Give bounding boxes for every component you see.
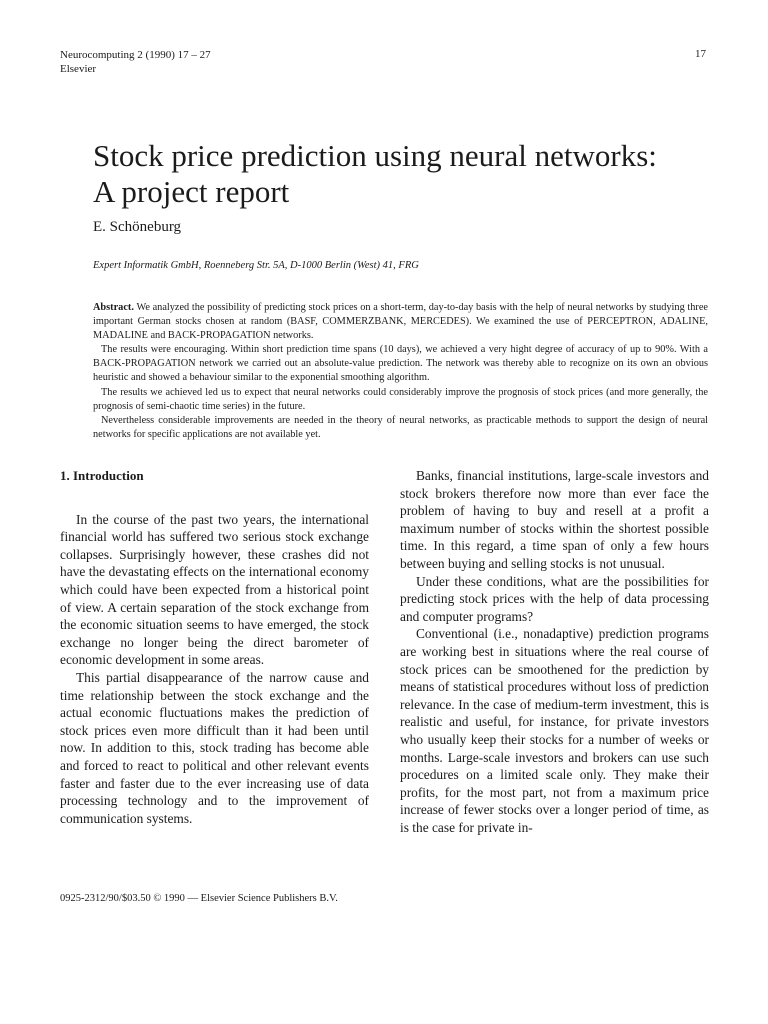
publisher-name: Elsevier [60, 63, 97, 75]
body-paragraph: Under these conditions, what are the possibilities for predicting stock prices with the help of data processing and computer programs? [400, 573, 709, 624]
copyright-footer: 0925-2312/90/$03.50 © 1990 — Elsevier Science Publishers B.V. [60, 893, 338, 904]
body-paragraph: Banks, financial institutions, large-scale investors and stock brokers therefore now more than ever face the problem of having to buy and resell at a profit a maximum number of stocks within the shortest possible time. In this regard, a time span of only a few hours between buying and selling stocks is not unusual. [400, 468, 709, 571]
author-name: E. Schöneburg [93, 219, 182, 235]
body-paragraph: In the course of the past two years, the international financial world has suffered two serious stock exchange collapses. Surprisingly however, these crashes did not have the devastating effects on the international economy which could have been expected from a historical point of view. A certain separation of the stock exchange from the economic situation seems to have emerged, the stock exchange no longer being the direct barometer of economic development in some areas. [60, 511, 369, 668]
page-number: 17 [695, 48, 706, 60]
abstract-paragraph-2: The results were encouraging. Within short prediction time spans (10 days), we achieved a very hight degree of accuracy of up to 90%. With a BACK-PROPAGATION network we carried out an absolute-value prediction. The network was thereby able to recognize on its own an obvious heuristic and showed a behaviour similar to the exponential smoothing algorithm. [93, 344, 708, 384]
section-heading: 1. Introduction [60, 468, 144, 483]
affiliation: Expert Informatik GmbH, Roenneberg Str. 5A, D-1000 Berlin (West) 41, FRG [93, 260, 419, 271]
body-paragraph: Conventional (i.e., nonadaptive) prediction programs are working best in situations where the real course of stock prices can be smoothened for the prediction by means of statistical procedures without loss of prediction relevance. In the case of medium-term investment, this is realistic and useful, for instance, for private investors who usually keep their stocks for a number of weeks or months. Large-scale investors and brokers can use such procedures on a limited scale only. They make their profits, for the most part, not from a maximum price increase of fewer stocks over a longer period of time, as is the case for private in- [400, 626, 709, 835]
abstract [93, 301, 708, 442]
body-paragraph: This partial disappearance of the narrow cause and time relationship between the stock exchange and the actual economic fluctuations makes the prediction of stock prices even more difficult than it had been until now. In addition to this, stock trading has become able and forced to react to political and other relevant events faster and faster due to the ever increasing use of data processing technology and to the improvement of communication systems. [60, 669, 369, 826]
abstract-label: Abstract. [93, 302, 134, 313]
abstract-text-1: We analyzed the possibility of predicting stock prices on a short-term, day-to-day basis with the help of neural networks by studying three important German stocks chosen at random (BASF, COMMERZBANK, MERCEDES). We examined the use of PERCEPTRON, ADALINE, MADALINE and BACK-PROPAGATION networks. [93, 302, 708, 342]
paper-title [93, 138, 733, 210]
abstract-paragraph-3: The results we achieved led us to expect that neural networks could considerably improve the prognosis of stock prices (and more generally, the prognosis of semi-chaotic time series) in the future. [93, 386, 708, 412]
abstract-paragraph-4: Nevertheless considerable improvements are needed in the theory of neural networks, as practicable methods to support the design of neural networks for specific applications are not available yet. [93, 414, 708, 440]
title-line-2: A project report [93, 174, 290, 209]
journal-header [60, 48, 211, 76]
journal-citation: Neurocomputing 2 (1990) 17 – 27 [60, 49, 211, 61]
right-column [400, 467, 709, 836]
left-column [60, 467, 369, 827]
title-line-1: Stock price prediction using neural networks: [93, 138, 657, 173]
abstract-paragraph-1 [93, 301, 708, 343]
